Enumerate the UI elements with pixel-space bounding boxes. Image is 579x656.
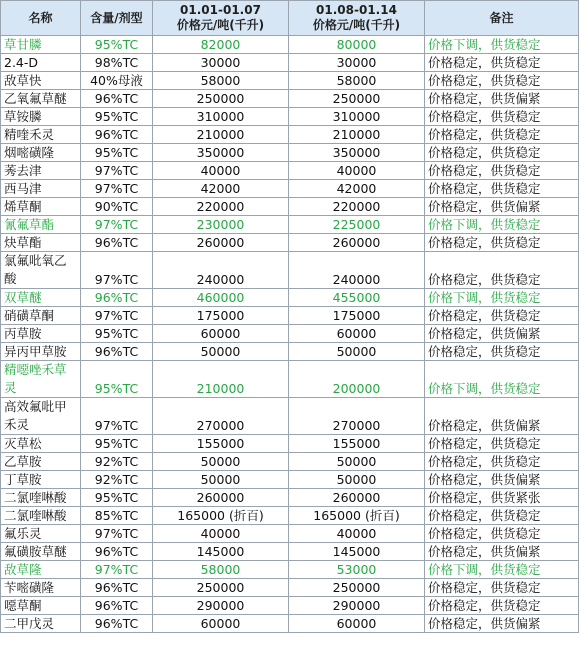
header-week1	[153, 1, 289, 36]
cell-note: 价格稳定，供货稳定	[425, 126, 579, 144]
cell-price-week1: 58000	[153, 561, 289, 579]
cell-name: 草甘膦	[1, 36, 81, 54]
cell-price-week2: 30000	[289, 54, 425, 72]
header-week1-date: 01.01-01.07	[180, 3, 261, 17]
cell-content: 90%TC	[81, 198, 153, 216]
cell-content: 92%TC	[81, 471, 153, 489]
cell-price-week1: 210000	[153, 361, 289, 398]
cell-name: 二甲戊灵	[1, 615, 81, 633]
cell-price-week2: 145000	[289, 543, 425, 561]
cell-price-week1: 220000	[153, 198, 289, 216]
cell-note: 价格稳定，供货稳定	[425, 108, 579, 126]
cell-name: 精喹禾灵	[1, 126, 81, 144]
cell-name: 高效氟吡甲禾灵	[1, 398, 81, 435]
cell-note: 价格稳定，供货稳定	[425, 180, 579, 198]
cell-price-week1: 60000	[153, 615, 289, 633]
table-row	[1, 54, 579, 72]
table-row	[1, 252, 579, 289]
table-row	[1, 615, 579, 633]
table-row	[1, 198, 579, 216]
header-name-label: 名称	[28, 10, 53, 25]
cell-name: 乙草胺	[1, 453, 81, 471]
cell-price-week1: 50000	[153, 471, 289, 489]
cell-name: 双草醚	[1, 289, 81, 307]
table-row	[1, 90, 579, 108]
cell-name: 莠去津	[1, 162, 81, 180]
cell-note: 价格下调，供货稳定	[425, 361, 579, 398]
cell-price-week2: 58000	[289, 72, 425, 90]
cell-name: 烟嘧磺隆	[1, 144, 81, 162]
table-row	[1, 597, 579, 615]
cell-price-week1: 50000	[153, 343, 289, 361]
header-week2-date: 01.08-01.14	[316, 3, 397, 17]
cell-price-week2: 80000	[289, 36, 425, 54]
cell-name: 氟乐灵	[1, 525, 81, 543]
cell-price-week2: 50000	[289, 453, 425, 471]
cell-note: 价格下调，供货稳定	[425, 36, 579, 54]
header-week1-unit: 价格元/吨(千升)	[176, 18, 265, 32]
cell-content: 95%TC	[81, 435, 153, 453]
cell-name: 二氯喹啉酸	[1, 489, 81, 507]
cell-price-week2: 260000	[289, 234, 425, 252]
cell-note: 价格稳定，供货稳定	[425, 54, 579, 72]
cell-price-week2: 200000	[289, 361, 425, 398]
cell-name: 丙草胺	[1, 325, 81, 343]
cell-price-week2: 53000	[289, 561, 425, 579]
cell-note: 价格下调，供货稳定	[425, 561, 579, 579]
cell-name: 噁草酮	[1, 597, 81, 615]
cell-content: 97%TC	[81, 307, 153, 325]
cell-content: 96%TC	[81, 234, 153, 252]
cell-price-week2: 40000	[289, 162, 425, 180]
cell-name: 西马津	[1, 180, 81, 198]
cell-price-week1: 260000	[153, 489, 289, 507]
header-note-label: 备注	[489, 10, 514, 25]
cell-content: 97%TC	[81, 398, 153, 435]
cell-price-week1: 60000	[153, 325, 289, 343]
cell-note: 价格稳定，供货偏紧	[425, 398, 579, 435]
header-week2	[289, 1, 425, 36]
cell-name: 草铵膦	[1, 108, 81, 126]
cell-name: 炔草酯	[1, 234, 81, 252]
cell-price-week2: 210000	[289, 126, 425, 144]
table-row	[1, 579, 579, 597]
cell-content: 96%TC	[81, 615, 153, 633]
cell-note: 价格稳定，供货稳定	[425, 453, 579, 471]
cell-price-week2: 42000	[289, 180, 425, 198]
table-row	[1, 343, 579, 361]
cell-price-week1: 250000	[153, 90, 289, 108]
table-row	[1, 543, 579, 561]
cell-price-week1: 260000	[153, 234, 289, 252]
cell-note: 价格稳定，供货紧张	[425, 489, 579, 507]
table-row	[1, 361, 579, 398]
table-row	[1, 471, 579, 489]
cell-note: 价格稳定，供货稳定	[425, 162, 579, 180]
table-row	[1, 162, 579, 180]
table-row	[1, 561, 579, 579]
table-body	[1, 36, 579, 633]
cell-content: 95%TC	[81, 489, 153, 507]
cell-name: 敌草隆	[1, 561, 81, 579]
table-row	[1, 180, 579, 198]
cell-price-week2: 175000	[289, 307, 425, 325]
table-row	[1, 307, 579, 325]
cell-name: 硝磺草酮	[1, 307, 81, 325]
cell-price-week2: 250000	[289, 90, 425, 108]
cell-content: 96%TC	[81, 126, 153, 144]
cell-content: 97%TC	[81, 216, 153, 234]
cell-note: 价格稳定，供货稳定	[425, 435, 579, 453]
cell-price-week2: 50000	[289, 471, 425, 489]
cell-name: 乙氧氟草醚	[1, 90, 81, 108]
cell-content: 98%TC	[81, 54, 153, 72]
cell-content: 97%TC	[81, 180, 153, 198]
cell-note: 价格稳定，供货偏紧	[425, 543, 579, 561]
cell-name: 敌草快	[1, 72, 81, 90]
cell-price-week1: 240000	[153, 252, 289, 289]
table-row	[1, 234, 579, 252]
cell-content: 97%TC	[81, 252, 153, 289]
cell-price-week2: 165000 (折百)	[289, 507, 425, 525]
cell-content: 95%TC	[81, 325, 153, 343]
cell-note: 价格稳定，供货稳定	[425, 307, 579, 325]
table-row	[1, 289, 579, 307]
cell-price-week1: 175000	[153, 307, 289, 325]
cell-note: 价格稳定，供货稳定	[425, 234, 579, 252]
cell-note: 价格稳定，供货稳定	[425, 579, 579, 597]
cell-price-week1: 155000	[153, 435, 289, 453]
cell-content: 96%TC	[81, 90, 153, 108]
cell-name: 丁草胺	[1, 471, 81, 489]
cell-content: 95%TC	[81, 144, 153, 162]
table-row	[1, 72, 579, 90]
cell-note: 价格稳定，供货稳定	[425, 507, 579, 525]
cell-price-week2: 260000	[289, 489, 425, 507]
cell-name: 2.4-D	[1, 54, 81, 72]
cell-content: 96%TC	[81, 343, 153, 361]
header-content-label: 含量/剂型	[90, 10, 143, 25]
cell-content: 40%母液	[81, 72, 153, 90]
cell-price-week1: 30000	[153, 54, 289, 72]
cell-note: 价格下调，供货稳定	[425, 216, 579, 234]
cell-price-week1: 230000	[153, 216, 289, 234]
cell-name: 氰氟草酯	[1, 216, 81, 234]
cell-note: 价格下调，供货稳定	[425, 289, 579, 307]
cell-content: 96%TC	[81, 543, 153, 561]
cell-price-week1: 210000	[153, 126, 289, 144]
cell-content: 96%TC	[81, 579, 153, 597]
table-row	[1, 108, 579, 126]
cell-content: 97%TC	[81, 525, 153, 543]
cell-content: 96%TC	[81, 597, 153, 615]
cell-note: 价格稳定，供货稳定	[425, 252, 579, 289]
table-row	[1, 325, 579, 343]
cell-note: 价格稳定，供货稳定	[425, 343, 579, 361]
cell-price-week1: 40000	[153, 162, 289, 180]
cell-name: 灭草松	[1, 435, 81, 453]
table-row	[1, 525, 579, 543]
cell-note: 价格稳定，供货偏紧	[425, 325, 579, 343]
cell-content: 97%TC	[81, 162, 153, 180]
cell-note: 价格稳定，供货偏紧	[425, 198, 579, 216]
cell-note: 价格稳定，供货偏紧	[425, 615, 579, 633]
cell-note: 价格稳定，供货稳定	[425, 144, 579, 162]
cell-price-week1: 145000	[153, 543, 289, 561]
table-row	[1, 144, 579, 162]
cell-price-week2: 240000	[289, 252, 425, 289]
cell-price-week1: 42000	[153, 180, 289, 198]
table-row	[1, 453, 579, 471]
cell-price-week2: 60000	[289, 615, 425, 633]
table-header	[1, 1, 579, 36]
cell-name: 烯草酮	[1, 198, 81, 216]
cell-price-week1: 82000	[153, 36, 289, 54]
table-row	[1, 216, 579, 234]
table-row	[1, 398, 579, 435]
cell-price-week1: 350000	[153, 144, 289, 162]
cell-content: 97%TC	[81, 561, 153, 579]
cell-price-week2: 310000	[289, 108, 425, 126]
cell-name: 精噁唑禾草灵	[1, 361, 81, 398]
header-name	[1, 1, 81, 36]
cell-content: 92%TC	[81, 453, 153, 471]
table-row	[1, 507, 579, 525]
cell-name: 氯氟吡氧乙酸	[1, 252, 81, 289]
cell-price-week1: 270000	[153, 398, 289, 435]
table-row	[1, 489, 579, 507]
cell-name: 二氯喹啉酸	[1, 507, 81, 525]
cell-price-week1: 310000	[153, 108, 289, 126]
header-content	[81, 1, 153, 36]
cell-price-week1: 250000	[153, 579, 289, 597]
cell-price-week1: 40000	[153, 525, 289, 543]
cell-price-week2: 40000	[289, 525, 425, 543]
cell-note: 价格稳定，供货偏紧	[425, 90, 579, 108]
cell-price-week2: 220000	[289, 198, 425, 216]
header-week2-unit: 价格元/吨(千升)	[312, 18, 401, 32]
cell-price-week2: 270000	[289, 398, 425, 435]
cell-name: 苄嘧磺隆	[1, 579, 81, 597]
cell-note: 价格稳定，供货偏紧	[425, 471, 579, 489]
cell-price-week1: 58000	[153, 72, 289, 90]
cell-price-week1: 50000	[153, 453, 289, 471]
cell-note: 价格稳定，供货稳定	[425, 525, 579, 543]
cell-price-week2: 225000	[289, 216, 425, 234]
cell-content: 96%TC	[81, 289, 153, 307]
table-row	[1, 435, 579, 453]
cell-note: 价格稳定，供货稳定	[425, 597, 579, 615]
cell-price-week2: 250000	[289, 579, 425, 597]
cell-price-week2: 155000	[289, 435, 425, 453]
cell-price-week1: 290000	[153, 597, 289, 615]
cell-price-week2: 60000	[289, 325, 425, 343]
cell-price-week2: 455000	[289, 289, 425, 307]
cell-content: 95%TC	[81, 361, 153, 398]
table-row	[1, 36, 579, 54]
cell-name: 氟磺胺草醚	[1, 543, 81, 561]
cell-content: 95%TC	[81, 108, 153, 126]
cell-content: 85%TC	[81, 507, 153, 525]
table-row	[1, 126, 579, 144]
cell-price-week2: 290000	[289, 597, 425, 615]
cell-name: 异丙甲草胺	[1, 343, 81, 361]
header-note	[425, 1, 579, 36]
cell-price-week1: 165000 (折百)	[153, 507, 289, 525]
cell-price-week2: 50000	[289, 343, 425, 361]
cell-note: 价格稳定，供货稳定	[425, 72, 579, 90]
cell-price-week2: 350000	[289, 144, 425, 162]
cell-content: 95%TC	[81, 36, 153, 54]
cell-price-week1: 460000	[153, 289, 289, 307]
